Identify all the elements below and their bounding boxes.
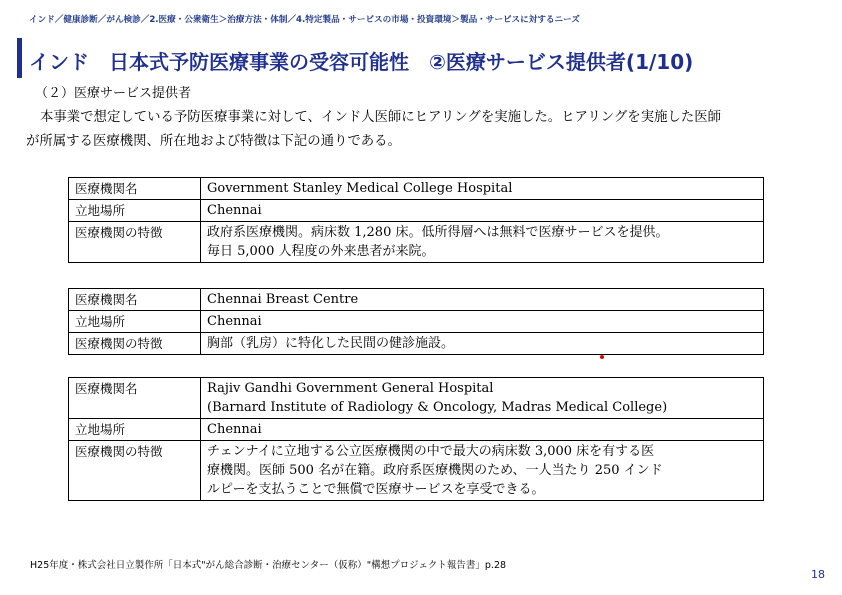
table-row: [69, 378, 764, 419]
red-dot-mark: [600, 355, 604, 359]
table-row: [69, 222, 764, 263]
feature-line: 政府系医療機関。病床数 1,280 床。低所得層へは無料で医療サービスを提供。: [207, 225, 669, 240]
table-row: [69, 178, 764, 200]
feature-line: 療機関。医師 500 名が在籍。政府系医療機関のため、一人当たり 250 インド: [207, 463, 663, 478]
source-citation: H25年度・株式会社日立製作所「日本式"がん総合診断・治療センター（仮称）"構想プロジェクト報告書」p.28: [30, 560, 507, 571]
institution-table-3: [68, 377, 764, 501]
institution-location: Chennai: [201, 311, 764, 333]
body-paragraph: [26, 106, 826, 154]
label-features: 医療機関の特徴: [69, 222, 201, 263]
label-location: 立地場所: [69, 200, 201, 222]
institution-table-2: [68, 288, 764, 355]
name-line: Rajiv Gandhi Government General Hospital: [207, 381, 494, 396]
body-line-1: 本事業で想定している予防医療事業に対して、インド人医師にヒアリングを実施した。ヒアリングを実施した医師: [40, 110, 722, 125]
institution-features: [201, 222, 764, 263]
feature-line: ルピーを支払うことで無償で医療サービスを享受できる。: [207, 482, 545, 497]
label-location: 立地場所: [69, 419, 201, 441]
label-name: 医療機関名: [69, 178, 201, 200]
feature-line: チェンナイに立地する公立医療機関の中で最大の病床数 3,000 床を有する医: [207, 444, 655, 459]
page-number: 18: [811, 568, 825, 581]
institution-table-1: [68, 177, 764, 263]
institution-name: [201, 378, 764, 419]
body-line-2: が所属する医療機関、所在地および特徴は下記の通りである。: [26, 134, 401, 149]
institution-location: Chennai: [201, 200, 764, 222]
section-subtitle: （２）医療サービス提供者: [35, 86, 192, 101]
feature-line: 毎日 5,000 人程度の外来患者が来院。: [207, 244, 435, 259]
name-line: Government Stanley Medical College Hospital: [207, 181, 513, 196]
name-line: (Barnard Institute of Radiology & Oncology, Madras Medical College): [207, 400, 668, 415]
institution-name: [201, 289, 764, 311]
institution-features: [201, 441, 764, 501]
institution-name: [201, 178, 764, 200]
label-name: 医療機関名: [69, 378, 201, 419]
table-row: [69, 311, 764, 333]
table-row: [69, 200, 764, 222]
name-line: Chennai Breast Centre: [207, 292, 359, 307]
table-row: [69, 419, 764, 441]
table-row: [69, 441, 764, 501]
breadcrumb: インド／健康診断／がん検診／2.医療・公衆衛生＞治療方法・体制／4.特定製品・サービスの市場・投資環境＞製品・サービスに対するニーズ: [29, 15, 580, 25]
table-row: [69, 333, 764, 355]
label-name: 医療機関名: [69, 289, 201, 311]
page-title: インド 日本式予防医療事業の受容可能性 ②医療サービス提供者(1/10): [29, 50, 694, 74]
title-accent-bar: [17, 38, 22, 78]
table-row: [69, 289, 764, 311]
label-location: 立地場所: [69, 311, 201, 333]
label-features: 医療機関の特徴: [69, 333, 201, 355]
label-features: 医療機関の特徴: [69, 441, 201, 501]
feature-line: 胸部（乳房）に特化した民間の健診施設。: [207, 336, 455, 351]
institution-location: Chennai: [201, 419, 764, 441]
institution-features: [201, 333, 764, 355]
